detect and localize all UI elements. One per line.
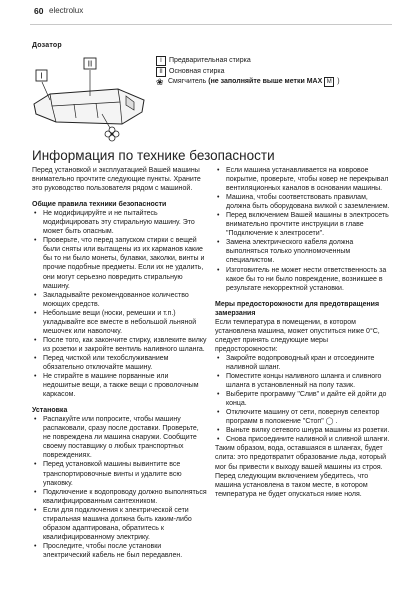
section-title: Информация по технике безопасности xyxy=(32,148,275,163)
softener-flower-icon xyxy=(105,127,119,141)
list-item: • Небольшие вещи (носки, ремешки и т.п.) укладывайте все вместе в небольшой льняной мешочек или наволочку. xyxy=(32,309,207,336)
brand-name: electrolux xyxy=(49,6,84,15)
list-item: • Перед чисткой или техобслуживанием обязательно отключайте машину. xyxy=(32,354,207,372)
list-item: • Поместите концы наливного шланга и сливного шланга в установленный на полу тазик. xyxy=(215,372,390,390)
legend-max-note: (не заполняйте выше метки MAX xyxy=(208,78,323,85)
frost-heading: Меры предосторожности для предотвращения замерзания xyxy=(215,300,380,317)
list-item: • Не стирайте в машине порванные или недошитые вещи, а также вещи с проволочным каркасом. xyxy=(32,372,207,399)
general-safety-heading: Общие правила техники безопасности xyxy=(32,201,167,209)
right-column xyxy=(215,166,390,499)
final-note: Перед следующим включением убедитесь, что машина установлена в таком месте, в котором температура не будет опускаться ниже ноля. xyxy=(215,472,369,498)
dispenser-heading: Дозатор xyxy=(32,42,62,49)
legend-row-mainwash xyxy=(156,67,340,78)
left-column xyxy=(32,166,207,560)
list-item: • Закладывайте рекомендованное количество моющих средств. xyxy=(32,291,207,309)
header-divider xyxy=(30,24,392,25)
list-item: • Если для подключения к электрической сети стиральная машина должна быть каким-либо образом адаптирована, обратитесь к квалифицированному электрику. xyxy=(32,506,207,542)
legend-row-softener xyxy=(156,77,340,88)
dispenser-legend xyxy=(156,56,340,88)
list-item: • Проверьте, что перед запуском стирки с вещей были сняты или вытащены из их карманов какие бы то ни было монеты, булавки, заколки, винты и прочие подобные предметы. Если их не удалить, они могут серьезно повредить стиральную машину. xyxy=(32,236,207,290)
list-item: • Выберите программу "Слив" и дайте ей дойти до конца. xyxy=(215,390,390,408)
figure-label-prewash: I xyxy=(40,71,43,81)
frost-list xyxy=(215,354,390,444)
list-item: • Перед включением Вашей машины в электросеть внимательно прочтите инструкции в главе "Подключение к электросети". xyxy=(215,211,390,238)
installation-heading: Установка xyxy=(32,407,68,415)
list-item: • Распакуйте или попросите, чтобы машину распаковали, сразу после доставки. Проверьте, не повреждена ли машина снаружи. Сообщите своему поставщику о любых транспортных повреждениях. xyxy=(32,415,207,460)
detergent-drawer-illustration xyxy=(30,56,150,146)
legend-label-prewash: Предварительная стирка xyxy=(169,57,251,64)
list-item: • Отключите машину от сети, повернув селектор программ в положение "Стоп" ◯ . xyxy=(215,408,390,426)
list-item: • Проследите, чтобы после установки электрический кабель не был передавлен. xyxy=(32,542,207,560)
mainwash-symbol-icon: II xyxy=(156,67,166,77)
frost-outro: Таким образом, вода, оставшаяся в шлангах, будет слита: это предотвратит образование льда, который мог бы привести к выходу вашей машины из строя. xyxy=(215,445,386,471)
max-mark-icon: M xyxy=(324,77,334,87)
prewash-symbol-icon: I xyxy=(156,56,166,66)
list-item: • Если машина устанавливается на ковровое покрытие, проверьте, чтобы ковер не перекрывал вентиляционных каналов в основании машины. xyxy=(215,166,390,193)
list-item: • Выньте вилку сетевого шнура машины из розетки. xyxy=(215,426,390,435)
page-header xyxy=(0,0,420,22)
legend-label-softener: Смягчитель xyxy=(168,78,207,85)
list-item: • Замена электрического кабеля должна выполняться только уполномоченным специалистом. xyxy=(215,238,390,265)
list-item: • Изготовитель не может нести ответственность за какое бы то ни было повреждение, возникшее в результате некорректной установки. xyxy=(215,266,390,293)
list-item: • Машина, чтобы соответствовать правилам, должна быть оборудована вилкой с заземлением. xyxy=(215,193,390,211)
list-item: • После того, как закончите стирку, извлеките вилку из розетки и закройте вентиль наливного шланга. xyxy=(32,336,207,354)
list-item: • Закройте водопроводный кран и отсоедините наливной шланг. xyxy=(215,354,390,372)
general-safety-list xyxy=(32,209,207,399)
intro-paragraph: Перед установкой и эксплуатацией Вашей машины внимательно прочтите следующие пункты. Храните это руководство пользователя рядом с машиной. xyxy=(32,167,201,193)
list-item: • Подключение к водопроводу должно выполняться квалифицированным сантехником. xyxy=(32,488,207,506)
installation-list xyxy=(32,415,207,560)
list-item: • Не модифицируйте и не пытайтесь модифицировать эту стиральную машину. Это может быть опасным. xyxy=(32,209,207,236)
list-item: • Перед установкой машины вывинтите все транспортировочные винты и удалите всю упаковку. xyxy=(32,460,207,487)
softener-symbol-icon: ❀ xyxy=(156,76,164,87)
page-number: 60 xyxy=(34,6,44,16)
frost-intro: Если температура в помещении, в котором установлена машина, может опуститься ниже 0°C, следует принять следующие меры предосторожности: xyxy=(215,318,380,353)
installation-list-continued xyxy=(215,166,390,293)
legend-label-mainwash: Основная стирка xyxy=(169,67,225,75)
legend-note-tail: ) xyxy=(337,78,340,85)
list-item: • Снова присоедините наливной и сливной шланги. xyxy=(215,435,390,444)
legend-row-prewash xyxy=(156,56,340,67)
figure-label-mainwash: II xyxy=(87,59,93,69)
